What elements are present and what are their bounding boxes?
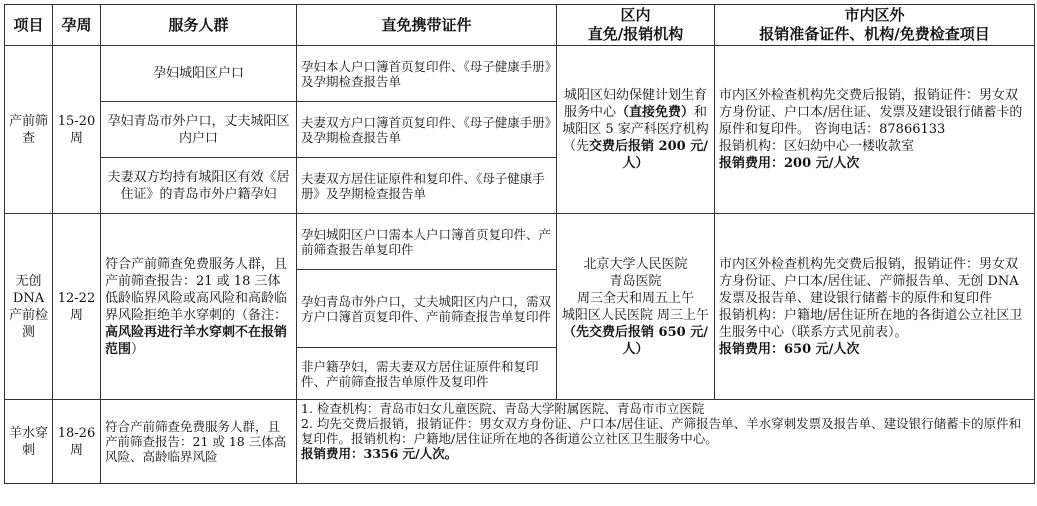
- row1-docs-0: 孕妇本人户口簿首页复印件、《母子健康手册》及孕期检查报告单: [297, 46, 557, 102]
- header-city-line2: 报销准备证件、机构/免费检查项目: [759, 25, 990, 43]
- row1-docs-1: 夫妻双方户口簿首页复印件、《母子健康手册》及孕期检查报告单: [297, 102, 557, 158]
- table-row: [5, 214, 1035, 270]
- row1-item: 产前筛查: [5, 46, 53, 214]
- row1-city: [715, 46, 1035, 214]
- screening-table: [4, 4, 1035, 484]
- row1-district: [557, 46, 715, 214]
- header-group: 服务人群: [101, 5, 297, 46]
- row2-group-bold: 高风险再进行羊水穿刺不在报销范围: [105, 324, 288, 357]
- row1-city-text: 市内区外检查机构先交费后报销，报销证件：男女双方身份证、户口本/居住证、发票及建设银行储蓄卡的原件和复印件。 咨询电话：87866133: [719, 88, 1023, 137]
- row3-note-1: 1. 检查机构：青岛市妇女儿童医院、青岛大学附属医院、青岛市市立医院: [301, 401, 705, 416]
- row2-district-line-1: 青岛医院: [609, 273, 662, 289]
- row1-city-fee: 报销费用：200 元/人次: [719, 156, 860, 171]
- row3-note-2: 2. 均先交费后报销，报销证件：男女双方身份证、户口本/居住证、产筛报告单、羊水穿刺发票及报告单、建设银行储蓄卡的原件和复印件。报销机构：户籍地/居住证所在地的各街道公立社区卫生服务中心。: [301, 416, 1022, 446]
- row1-district-bold1: （直接免费）: [615, 105, 694, 120]
- row2-city-fee: 报销费用：650 元/人次: [719, 341, 860, 357]
- row2-docs-2: 非户籍孕妇，需夫妻双方居住证原件和复印件、产前筛查报告单原件及复印件: [297, 348, 557, 400]
- row2-week: 12-22周: [53, 214, 101, 400]
- row3-notes: [297, 400, 1035, 484]
- row1-group-2: 夫妻双方均持有城阳区有效《居住证》的青岛市外户籍孕妇: [101, 158, 297, 214]
- header-week: 孕周: [53, 5, 101, 46]
- row2-group-text: 符合产前筛查免费服务人群，且产前筛查报告：21 或 18 三体低龄临界风险或高风险和高龄临界风险拒绝羊水穿刺的（备注：: [105, 256, 288, 323]
- row3-fee: 报销费用：3356 元/人次。: [301, 446, 458, 461]
- row3-item: 羊水穿刺: [5, 400, 53, 484]
- row1-district-text2: 和 城阳区 5 家产科医疗机构 （先: [562, 105, 709, 154]
- row2-docs-1: 孕妇青岛市外户口，丈夫城阳区内户口，需双方户口簿首页复印件、产前筛查报告单复印件: [297, 270, 557, 348]
- row2-district-line-0: 北京大学人民医院: [583, 256, 688, 272]
- row3-group: 符合产前筛查免费服务人群，且产前筛查报告：21 或 18 三体高风险、高龄临界风险: [101, 400, 297, 484]
- header-city-line1: 市内区外: [844, 6, 905, 24]
- header-item: 项目: [5, 5, 53, 46]
- header-district-line1: 区内: [620, 6, 651, 24]
- row2-group: [101, 214, 297, 400]
- row1-group-0: 孕妇城阳区户口: [101, 46, 297, 102]
- row2-city: [715, 214, 1035, 400]
- row2-city-text: 市内区外检查机构先交费后报销，报销证件：男女双方身份证、户口本/居住证、产筛报告单、无创 DNA 发票及报告单、建设银行储蓄卡的原件和复印件: [719, 256, 1019, 306]
- row2-district-line-2: 周三全天和周五上午: [576, 290, 694, 306]
- row1-city-text2: 报销机构：区妇幼中心一楼收款室: [719, 139, 915, 154]
- row1-district-text: 城阳区妇幼保健计划生育服务中心: [563, 88, 707, 120]
- header-district-line2: 直免/报销机构: [587, 25, 684, 43]
- row1-district-bold2: 交费后报销 200 元/人）: [589, 139, 708, 171]
- row2-city-text2: 报销机构：户籍地/居住证所在地的各街道公立社区卫生服务中心（联系方式见前表）。: [719, 307, 1023, 340]
- row2-district: [557, 214, 715, 400]
- row2-item: 无创DNA产前检测: [5, 214, 53, 400]
- row1-docs-2: 夫妻双方居住证原件和复印件、《母子健康手册》及孕期检查报告单: [297, 158, 557, 214]
- row3-week: 18-26周: [53, 400, 101, 484]
- row2-district-line-3: 城阳区人民医院 周三上午: [561, 307, 710, 323]
- header-docs: 直免携带证件: [297, 5, 557, 46]
- header-row: [5, 5, 1035, 46]
- table-row: [5, 46, 1035, 102]
- row2-docs-0: 孕妇城阳区户口需本人户口簿首页复印件、产前筛查报告单复印件: [297, 214, 557, 270]
- header-district: [557, 5, 715, 46]
- row1-week: 15-20周: [53, 46, 101, 214]
- header-city: [715, 5, 1035, 46]
- row2-group-end: ）: [131, 341, 145, 357]
- table-row: [5, 400, 1035, 484]
- row2-district-bold: （先交费后报销 650 元/人）: [563, 324, 708, 357]
- row1-group-1: 孕妇青岛市外户口，丈夫城阳区内户口: [101, 102, 297, 158]
